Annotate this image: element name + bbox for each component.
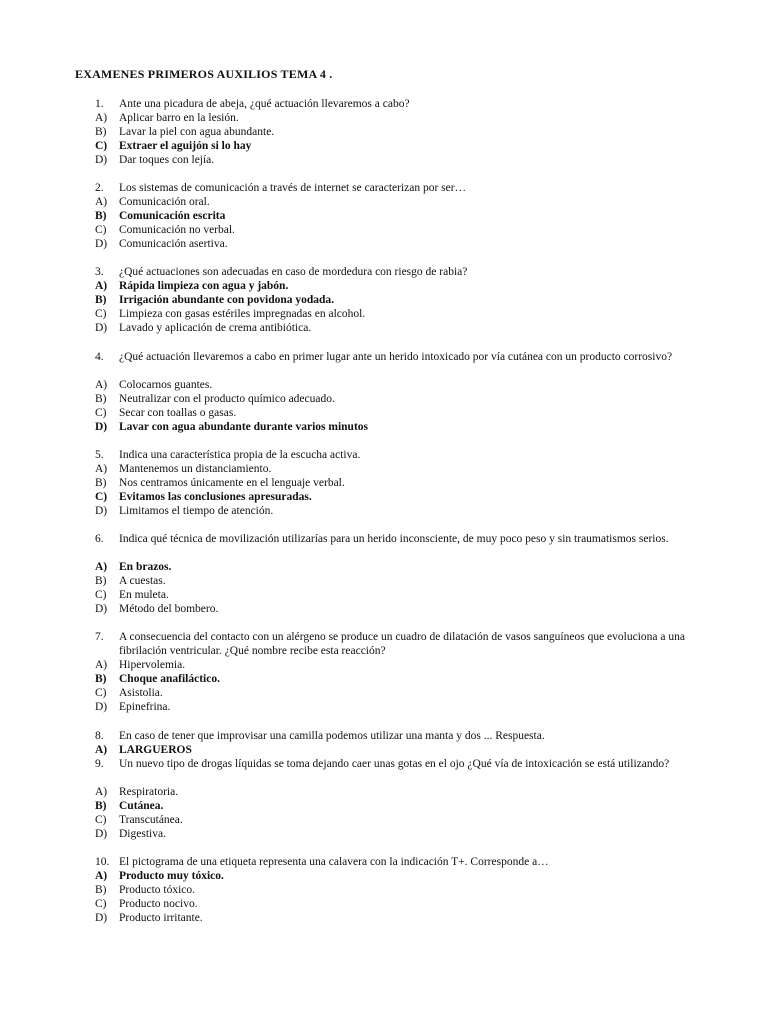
question-line <box>95 532 695 560</box>
correct-answer-text: Lavar con agua abundante durante varios minutos <box>119 421 368 433</box>
question-number: 6. <box>95 533 104 545</box>
question-line <box>95 757 695 785</box>
question-number: 1. <box>95 98 104 110</box>
option-text: Producto tóxico. <box>119 884 196 896</box>
question-line <box>95 265 695 279</box>
answer-option <box>95 307 695 321</box>
option-letter: D) <box>95 603 108 615</box>
option-letter: C) <box>95 814 107 826</box>
option-letter: D) <box>95 421 108 433</box>
question-block <box>95 729 695 757</box>
question-text: ¿Qué actuación llevaremos a cabo en primer lugar ante un herido intoxicado por vía cutánea con un producto corrosivo? <box>119 351 673 363</box>
answer-option <box>95 378 695 392</box>
question-block <box>95 265 695 335</box>
option-letter: B) <box>95 294 107 306</box>
answer-option <box>95 406 695 420</box>
answer-option <box>95 490 695 504</box>
answer-option <box>95 560 695 574</box>
answer-option <box>95 293 695 307</box>
option-letter: A) <box>95 659 108 671</box>
option-text: Colocarnos guantes. <box>119 379 213 391</box>
option-letter: A) <box>95 744 108 756</box>
option-letter: D) <box>95 912 108 924</box>
option-text: Respiratoria. <box>119 786 179 798</box>
answer-option <box>95 209 695 223</box>
question-text: Indica una característica propia de la escucha activa. <box>119 449 361 461</box>
question-block <box>95 532 695 616</box>
question-block <box>95 855 695 925</box>
answer-option <box>95 686 695 700</box>
option-text: Neutralizar con el producto químico adecuado. <box>119 393 335 405</box>
option-text: Comunicación oral. <box>119 196 210 208</box>
question-text: Los sistemas de comunicación a través de internet se caracterizan por ser… <box>119 182 467 194</box>
question-number: 7. <box>95 631 104 643</box>
option-text: Digestiva. <box>119 828 166 840</box>
answer-option <box>95 139 695 153</box>
option-letter: A) <box>95 786 108 798</box>
option-letter: A) <box>95 112 108 124</box>
option-text: Transcutánea. <box>119 814 183 826</box>
option-letter: C) <box>95 898 107 910</box>
option-letter: D) <box>95 322 108 334</box>
answer-option <box>95 279 695 293</box>
option-letter: C) <box>95 687 107 699</box>
correct-answer-text: Irrigación abundante con povidona yodada. <box>119 294 335 306</box>
answer-option <box>95 869 695 883</box>
answer-option <box>95 672 695 686</box>
answer-option <box>95 602 695 616</box>
option-text: En muleta. <box>119 589 169 601</box>
option-text: Mantenemos un distanciamiento. <box>119 463 272 475</box>
question-block <box>95 181 695 251</box>
option-letter: B) <box>95 673 107 685</box>
correct-answer-text: Evitamos las conclusiones apresuradas. <box>119 491 312 503</box>
correct-answer-text: Rápida limpieza con agua y jabón. <box>119 280 289 292</box>
question-text: Un nuevo tipo de drogas líquidas se toma dejando caer unas gotas en el ojo ¿Qué vía de intoxicación se está utilizando? <box>119 758 670 770</box>
option-letter: B) <box>95 210 107 222</box>
answer-option <box>95 476 695 490</box>
option-letter: A) <box>95 196 108 208</box>
option-text: Hipervolemia. <box>119 659 186 671</box>
answer-option <box>95 588 695 602</box>
question-line <box>95 630 695 658</box>
question-line <box>95 181 695 195</box>
option-text: Dar toques con lejía. <box>119 154 215 166</box>
question-block <box>95 350 695 434</box>
option-text: Epinefrina. <box>119 701 171 713</box>
answer-option <box>95 321 695 335</box>
option-letter: B) <box>95 126 107 138</box>
option-letter: A) <box>95 280 108 292</box>
question-number: 4. <box>95 351 104 363</box>
question-text: Ante una picadura de abeja, ¿qué actuación llevaremos a cabo? <box>119 98 410 110</box>
question-text: Indica qué técnica de movilización utilizarías para un herido inconsciente, de muy poco peso y sin traumatismos serios. <box>119 533 669 545</box>
option-text: Comunicación asertiva. <box>119 238 228 250</box>
correct-answer-text: En brazos. <box>119 561 172 573</box>
answer-option <box>95 799 695 813</box>
option-letter: B) <box>95 477 107 489</box>
answer-option <box>95 743 695 757</box>
answer-option <box>95 462 695 476</box>
answer-option <box>95 827 695 841</box>
option-text: Producto irritante. <box>119 912 203 924</box>
option-text: Aplicar barro en la lesión. <box>119 112 239 124</box>
option-letter: A) <box>95 561 108 573</box>
question-number: 8. <box>95 730 104 742</box>
option-letter: B) <box>95 575 107 587</box>
option-letter: D) <box>95 701 108 713</box>
question-line <box>95 855 695 869</box>
question-number: 5. <box>95 449 104 461</box>
option-letter: A) <box>95 463 108 475</box>
option-text: Lavar la piel con agua abundante. <box>119 126 275 138</box>
question-line <box>95 448 695 462</box>
option-letter: A) <box>95 870 108 882</box>
option-letter: D) <box>95 828 108 840</box>
option-text: Limitamos el tiempo de atención. <box>119 505 274 517</box>
option-text: Producto nocivo. <box>119 898 198 910</box>
question-block <box>95 97 695 167</box>
answer-option <box>95 813 695 827</box>
question-block <box>95 757 695 841</box>
option-text: Limpieza con gasas estériles impregnadas en alcohol. <box>119 308 366 320</box>
option-letter: A) <box>95 379 108 391</box>
correct-answer-text: Choque anafiláctico. <box>119 673 220 685</box>
option-text: Asistolia. <box>119 687 163 699</box>
document-title: EXAMENES PRIMEROS AUXILIOS TEMA 4 . <box>75 67 333 81</box>
question-text: El pictograma de una etiqueta representa una calavera con la indicación T+. Corresponde a… <box>119 856 549 868</box>
answer-option <box>95 125 695 139</box>
answer-option <box>95 883 695 897</box>
option-letter: D) <box>95 154 108 166</box>
question-number: 10. <box>95 856 110 868</box>
correct-answer-text: Cutánea. <box>119 800 164 812</box>
option-letter: C) <box>95 308 107 320</box>
answer-option <box>95 195 695 209</box>
answer-option <box>95 153 695 167</box>
question-text: A consecuencia del contacto con un alérgeno se produce un cuadro de dilatación de vasos sanguíneos que evoluciona a una fibrilación ventricular. ¿Qué nombre recibe esta reacción? <box>119 631 685 657</box>
option-letter: C) <box>95 224 107 236</box>
answer-option <box>95 785 695 799</box>
question-block <box>95 448 695 518</box>
answer-option <box>95 911 695 925</box>
option-letter: B) <box>95 393 107 405</box>
question-line <box>95 97 695 111</box>
question-line <box>95 729 695 743</box>
question-number: 3. <box>95 266 104 278</box>
option-letter: C) <box>95 589 107 601</box>
question-text: ¿Qué actuaciones son adecuadas en caso de mordedura con riesgo de rabia? <box>119 266 468 278</box>
option-letter: C) <box>95 491 108 503</box>
question-block <box>95 630 695 714</box>
question-number: 9. <box>95 758 104 770</box>
question-text: En caso de tener que improvisar una camilla podemos utilizar una manta y dos ... Respuesta. <box>119 730 545 742</box>
option-letter: C) <box>95 140 108 152</box>
answer-option <box>95 111 695 125</box>
answer-option <box>95 392 695 406</box>
answer-option <box>95 700 695 714</box>
option-text: Método del bombero. <box>119 603 219 615</box>
answer-option <box>95 237 695 251</box>
correct-answer-text: LARGUEROS <box>119 744 192 756</box>
option-text: Secar con toallas o gasas. <box>119 407 237 419</box>
question-line <box>95 350 695 378</box>
answer-option <box>95 420 695 434</box>
option-text: A cuestas. <box>119 575 166 587</box>
option-text: Comunicación no verbal. <box>119 224 235 236</box>
correct-answer-text: Extraer el aguijón si lo hay <box>119 140 252 152</box>
answer-option <box>95 574 695 588</box>
correct-answer-text: Producto muy tóxico. <box>119 870 224 882</box>
option-letter: C) <box>95 407 107 419</box>
answer-option <box>95 897 695 911</box>
answer-option <box>95 658 695 672</box>
option-letter: D) <box>95 505 108 517</box>
option-text: Lavado y aplicación de crema antibiótica. <box>119 322 312 334</box>
option-letter: B) <box>95 800 107 812</box>
option-letter: D) <box>95 238 108 250</box>
option-text: Nos centramos únicamente en el lenguaje verbal. <box>119 477 345 489</box>
question-number: 2. <box>95 182 104 194</box>
answer-option <box>95 504 695 518</box>
option-letter: B) <box>95 884 107 896</box>
correct-answer-text: Comunicación escrita <box>119 210 226 222</box>
answer-option <box>95 223 695 237</box>
